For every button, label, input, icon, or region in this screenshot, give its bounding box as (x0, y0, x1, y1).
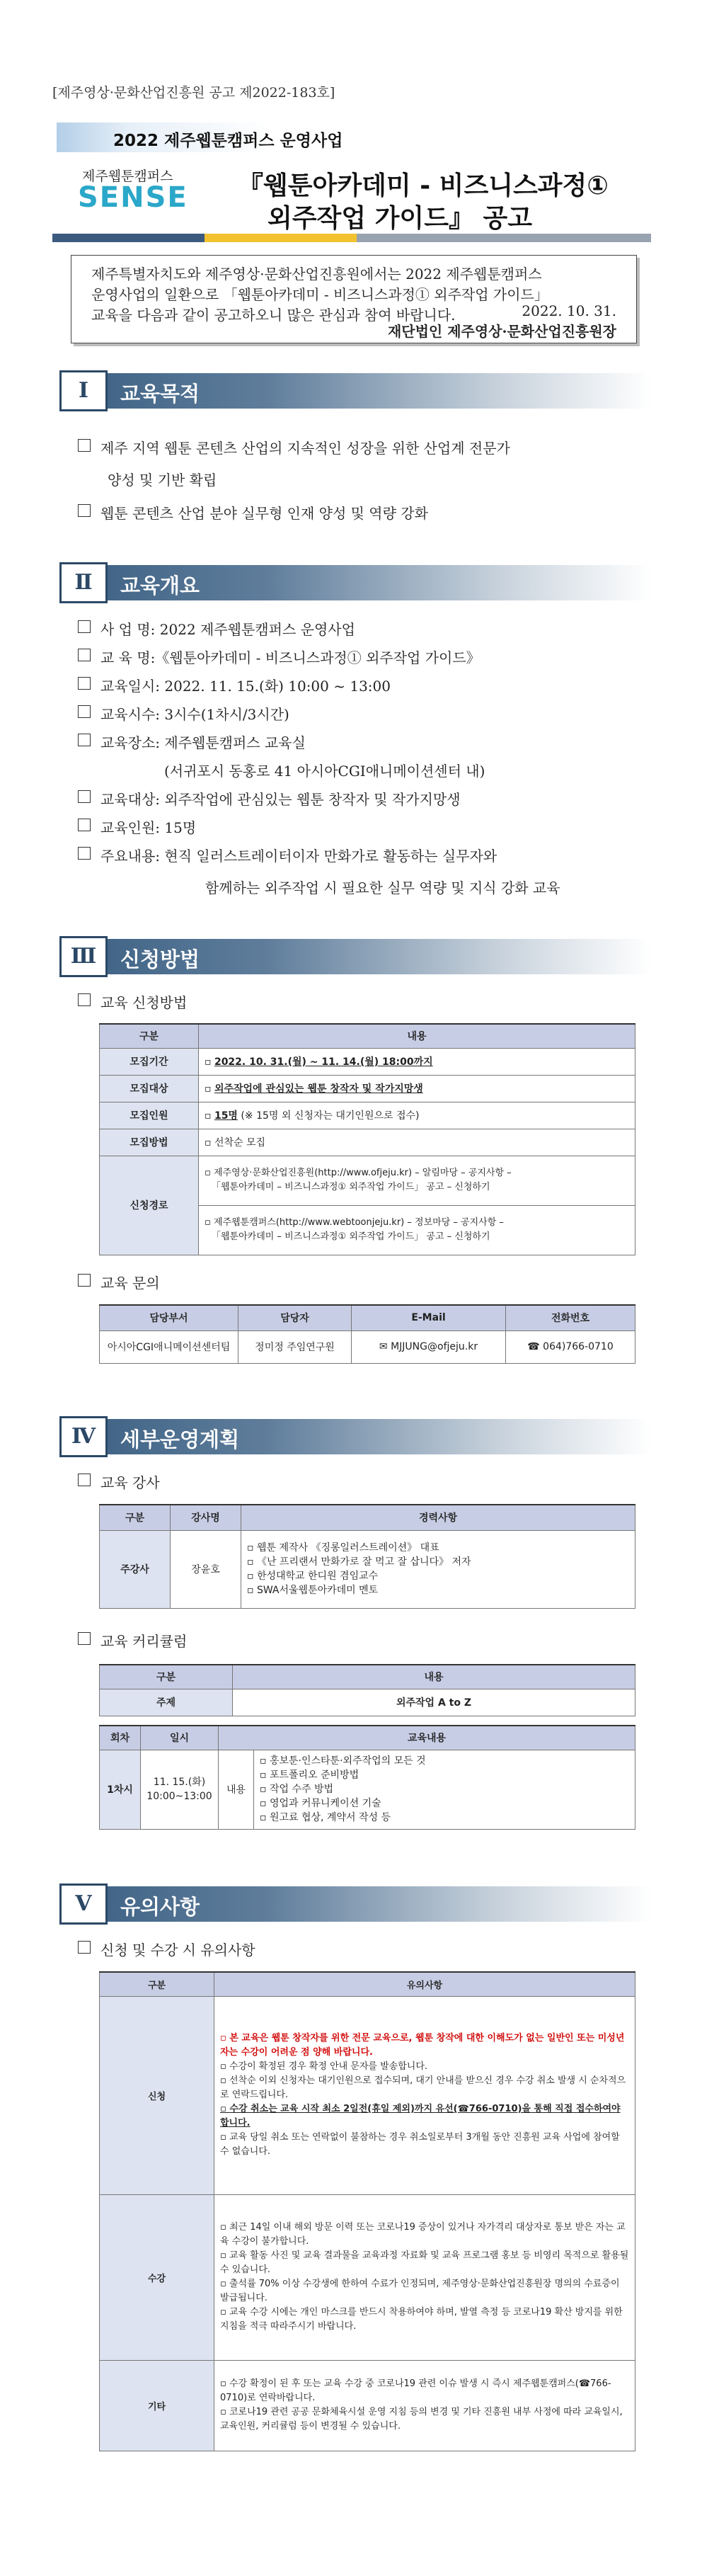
section-header-notes (59, 1883, 651, 1925)
checkbox-icon (78, 1474, 91, 1486)
checkbox-icon (78, 734, 91, 746)
checkbox-icon (78, 1632, 91, 1645)
logo-sense: SENSE (78, 181, 188, 214)
section-number: Ⅲ (59, 936, 108, 977)
inquiry-email[interactable]: MJJUNG@ofjeju.kr (391, 1341, 478, 1352)
checkbox-icon (78, 1274, 91, 1287)
route2-line2: 「웹툰아카데미 – 비즈니스과정① 외주작업 가이드」 공고 – 신청하기 (212, 1231, 490, 1242)
table-row: 수강 ▫ 최근 14일 이내 해외 방문 이력 또는 코로나19 증상이 있거나 자가격리 대상자로 통보 받은 자는 교육 수강이 불가합니다. ▫ 교육 활동 사진 및 교육 결과물을 교육과정 자료화 및 교육 프로그램 홍보 등 비영리 목적으로 활용될 수 있습니다. ▫ 출석률 70% 이상 수강생에 한하여 수료가 인정되며, 제주영상·문화산업진흥원장 명의의 수료증이 발급됩니다. ▫ 교육 수강 시에는 개인 마스크를 반드시 착용하여야 하며, 발열 측정 등 코로나19 확산 방지를 위한 지침을 적극 따라주시기 바랍니다. (100, 2194, 635, 2360)
route2-line1: ▫ 제주웹툰캠퍼스(http://www.webtoonjeju.kr) – 정보마당 – 공지사항 – (205, 1217, 504, 1228)
section-label: 유의사항 (120, 1895, 200, 1919)
section-header-plan (59, 1416, 651, 1457)
table-row: 모집방법 ▫ 선착순 모집 (100, 1129, 635, 1156)
intro-line1: 제주특별자치도와 제주영상·문화산업진흥원에서는 2022 제주웹툰캠퍼스 (91, 266, 542, 283)
checkbox-icon (78, 847, 91, 860)
page-title-line2: 외주작업 가이드』 공고 (267, 204, 533, 233)
checkbox-icon (78, 649, 91, 661)
col-gubun: 구분 (100, 1024, 199, 1048)
inquiry-phone: 064)766-0710 (543, 1341, 614, 1352)
notice-page: [제주영상·문화산업진흥원 공고 제2022-183호] 2022 제주웹툰캠퍼스 운영사업 제주웹툰캠퍼스 SENSE 『웹툰아카데미 - 비즈니스과정① 외주작업 가이드』 공고 제주특별자치도와 제주영상·문화산업진흥원에서는 2022 제주웹툰캠퍼스 운영사업의 일환으로 「웹툰아카데미 - 비즈니스과정① 외주작업 가이드」 교육을 다음과 같이 공고하오니 많은 관심과 참여 바랍니다. 2022. 10. 31. 재단법인 제주영상·문화산업진흥원장 Ⅰ 교육목적 제주 지역 웹툰 콘텐츠 산업의 지속적인 성장을 위한 산업계 전문가 양성 및 기반 확립 웹툰 콘텐츠 산업 분야 실무형 인재 양성 및 역량 강화 Ⅱ 교육개요 사 업 명: 2022 제주웹툰캠퍼스 운영사업 교 육 명:《웹툰아카데미 - 비즈니스과정① 외주작업 가이드》 교육일시: 2022. 11. 15.(화) 10:00 ~ 13:00 교육시수: 3시수(1차시/3시간) 교육장소: 제주웹툰캠퍼스 교육실 (서귀포시 동홍로 41 아시아CGI애니메이션센터 내) 교육대상: 외주작업에 관심있는 웹툰 창작자 및 작가지망생 교육인원: 15명 주요내용: 현직 일러스트레이터이자 만화가로 활동하는 실무자와 함께하는 외주작업 시 필요한 실무 역량 및 지식 강화 교육 Ⅲ 신청방법 교육 신청방법 구분 내용 모집기간 ▫ 2022. 10. 31.(월) ~ 11. 14.(월) 18:00까지 모집대상 ▫ 외주작업에 관심있는 웹툰 창작자 및 작가지망생 모집인원 ▫ 15명 (※ 15명 외 신청자는 대기인원으로 접수) 모집방법 ▫ 선착순 모집 신청경로 ▫ 제주영상·문화산업진흥원(http://www.ofjeju.kr) – 알림마당 – 공지사항 – 「웹툰아카데미 – 비즈니스과정① 외주작업 가이드」 공고 – 신청하기 ▫ 제주웹툰캠퍼스(http://www.webtoonjeju.kr) – 정보마당 – 공지사항 – 「웹툰아카데미 – 비즈니스과정① 외주작업 가이드」 공고 – 신청하기 교육 문의 담당부서 담당자 E-Mail 전화번호 아시아CGI애니메이션센터팀 정미정 주임연구원 ✉ MJJUNG@ofjeju.kr ☎ 064)766-0710 Ⅳ 세부운영계획 교육 강사 구분 강사명 경력사항 주강사 장윤호 ▫ 웹툰 제작사 《징롱일러스트레이션》 대표 ▫ 《난 프리랜서 만화가로 잘 먹고 잘 삽니다》 저자 ▫ 한성대학교 한디원 겸임교수 ▫ SWA서울웹툰아카데미 멘토 교육 커리큘럼 구분 내용 주제 외주작업 A to Z 회차 일시 교육내용 1차시 11. 15.(화) 10:00~13:00 내용 ▫ 홍보툰·인스타툰·외주작업의 모든 것 ▫ 포트폴리오 준비방법 ▫ 작업 수주 방법 ▫ 영업과 커뮤니케이션 기술 ▫ 원고료 협상, 계약서 작성 등 Ⅴ 유의사항 신청 및 수강 시 유의사항 구분 유의사항 신청 ▫ 본 교육은 웹툰 창작자를 위한 전문 교육으로, 웹툰 창작에 대한 이해도가 없는 일반인 또는 미성년자는 수강이 어려운 점 양해 바랍니다. ▫ 수강이 확정된 경우 확정 안내 문자를 발송합니다. ▫ 선착순 이외 신청자는 대기인원으로 접수되며, 대기 안내를 받으신 경우 수강 취소 발생 시 순차적으로 연락드립니다. ▫ 수강 취소는 교육 시작 최소 2일전(휴일 제외)까지 유선(☎766-0710)을 통해 직접 접수하여야 합니다. ▫ 교육 당일 취소 또는 연락없이 불참하는 경우 취소일로부터 3개월 동안 진흥원 교육 사업에 참여할 수 없습니다. 수강 ▫ 최근 14일 이내 해외 방문 이력 또는 코로나19 증상이 있거나 자가격리 대상자로 통보 받은 자는 교육 수강이 불가합니다. ▫ 교육 활동 사진 및 교육 결과물을 교육과정 자료화 및 교육 프로그램 홍보 등 비영리 목적으로 활용될 수 있습니다. ▫ 출석률 70% 이상 수강생에 한하여 수료가 인정되며, 제주영상·문화산업진흥원장 명의의 수료증이 발급됩니다. ▫ 교육 수강 시에는 개인 마스크를 반드시 착용하여야 하며, 발열 측정 등 코로나19 확산 방지를 위한 지침을 적극 따라주시기 바랍니다. 기타 ▫ 수강 확정이 된 후 또는 교육 수강 중 코로나19 관련 이슈 발생 시 즉시 제주웹툰캠퍼스(☎766-0710)로 연락바랍니다. ▫ 코로나19 관련 공공 문화체육시설 운영 지침 등의 변경 및 기타 진흥원 내부 사정에 따라 교육일시, 교육인원, 커리큘럼 등이 변경될 수 있습니다. (0, 0, 702, 2576)
intro-date: 2022. 10. 31. (522, 302, 616, 319)
purpose-item-1-cont: 양성 및 기반 확립 (108, 472, 217, 489)
checkbox-icon (78, 993, 91, 1006)
intro-org: 재단법인 제주영상·문화산업진흥원장 (387, 323, 616, 340)
section-label: 교육개요 (120, 574, 200, 598)
curriculum-theme-table: 구분 내용 주제 외주작업 A to Z (99, 1664, 635, 1716)
table-row: 주강사 장윤호 ▫ 웹툰 제작사 《징롱일러스트레이션》 대표 ▫ 《난 프리랜서 만화가로 잘 먹고 잘 삽니다》 저자 ▫ 한성대학교 한디원 겸임교수 ▫ SWA서울웹툰아카데미 멘토 (100, 1530, 635, 1608)
target-value: 외주작업에 관심있는 웹툰 창작자 및 작가지망생 (214, 1083, 423, 1095)
color-bar-navy (52, 234, 205, 242)
table-row: 모집인원 ▫ 15명 (※ 15명 외 신청자는 대기인원으로 접수) (100, 1102, 635, 1129)
num-value: 15명 (214, 1110, 238, 1122)
section-header-apply (59, 936, 651, 977)
reference-number: [제주영상·문화산업진흥원 공고 제2022-183호] (52, 85, 335, 101)
instructor-table: 구분 강사명 경력사항 주강사 장윤호 ▫ 웹툰 제작사 《징롱일러스트레이션》 대표 ▫ 《난 프리랜서 만화가로 잘 먹고 잘 삽니다》 저자 ▫ 한성대학교 한디원 겸임교수 ▫ SWA서울웹툰아카데미 멘토 (99, 1504, 635, 1609)
table-row: 모집기간 ▫ 2022. 10. 31.(월) ~ 11. 14.(월) 18:00까지 (100, 1048, 635, 1075)
table-row: 아시아CGI애니메이션센터팀 정미정 주임연구원 ✉ MJJUNG@ofjeju.kr ☎ 064)766-0710 (100, 1330, 635, 1363)
section-number: Ⅴ (59, 1883, 108, 1925)
section-number: Ⅱ (59, 562, 108, 603)
logo-korean: 제주웹툰캠퍼스 (82, 169, 173, 184)
table-row: 신청 ▫ 본 교육은 웹툰 창작자를 위한 전문 교육으로, 웹툰 창작에 대한 이해도가 없는 일반인 또는 미성년자는 수강이 어려운 점 양해 바랍니다. ▫ 수강이 확정된 경우 확정 안내 문자를 발송합니다. ▫ 선착순 이외 신청자는 대기인원으로 접수되며, 대기 안내를 받으신 경우 수강 취소 발생 시 순차적으로 연락드립니다. ▫ 수강 취소는 교육 시작 최소 2일전(휴일 제외)까지 유선(☎766-0710)을 통해 직접 접수하여야 합니다. ▫ 교육 당일 취소 또는 연락없이 불참하는 경우 취소일로부터 3개월 동안 진흥원 교육 사업에 참여할 수 없습니다. (100, 1996, 635, 2194)
checkbox-icon (78, 504, 91, 517)
intro-line3: 교육을 다음과 같이 공고하오니 많은 관심과 참여 바랍니다. (91, 307, 456, 324)
checkbox-icon (78, 790, 91, 803)
notes-table: 구분 유의사항 신청 ▫ 본 교육은 웹툰 창작자를 위한 전문 교육으로, 웹툰 창작에 대한 이해도가 없는 일반인 또는 미성년자는 수강이 어려운 점 양해 바랍니다. ▫ 수강이 확정된 경우 확정 안내 문자를 발송합니다. ▫ 선착순 이외 신청자는 대기인원으로 접수되며, 대기 안내를 받으신 경우 수강 취소 발생 시 순차적으로 연락드립니다. ▫ 수강 취소는 교육 시작 최소 2일전(휴일 제외)까지 유선(☎766-0710)을 통해 직접 접수하여야 합니다. ▫ 교육 당일 취소 또는 연락없이 불참하는 경우 취소일로부터 3개월 동안 진흥원 교육 사업에 참여할 수 없습니다. 수강 ▫ 최근 14일 이내 해외 방문 이력 또는 코로나19 증상이 있거나 자가격리 대상자로 통보 받은 자는 교육 수강이 불가합니다. ▫ 교육 활동 사진 및 교육 결과물을 교육과정 자료화 및 교육 프로그램 홍보 등 비영리 목적으로 활용될 수 있습니다. ▫ 출석률 70% 이상 수강생에 한하여 수료가 인정되며, 제주영상·문화산업진흥원장 명의의 수료증이 발급됩니다. ▫ 교육 수강 시에는 개인 마스크를 반드시 착용하여야 하며, 발열 측정 등 코로나19 확산 방지를 위한 지침을 적극 따라주시기 바랍니다. 기타 ▫ 수강 확정이 된 후 또는 교육 수강 중 코로나19 관련 이슈 발생 시 즉시 제주웹툰캠퍼스(☎766-0710)로 연락바랍니다. ▫ 코로나19 관련 공공 문화체육시설 운영 지침 등의 변경 및 기타 진흥원 내부 사정에 따라 교육일시, 교육인원, 커리큘럼 등이 변경될 수 있습니다. (99, 1971, 635, 2451)
period-value: 2022. 10. 31.(월) ~ 11. 14.(월) 18:00까지 (214, 1056, 433, 1068)
route1-line1: ▫ 제주영상·문화산업진흥원(http://www.ofjeju.kr) – 알림마당 – 공지사항 – (205, 1168, 512, 1178)
checkbox-icon (78, 439, 91, 452)
checkbox-icon (78, 620, 91, 633)
section-label: 신청방법 (120, 947, 200, 971)
mail-icon: ✉ (379, 1341, 388, 1352)
overview-content-cont: 함께하는 외주작업 시 필요한 실무 역량 및 지식 강화 교육 (205, 879, 560, 896)
table-row: 기타 ▫ 수강 확정이 된 후 또는 교육 수강 중 코로나19 관련 이슈 발생 시 즉시 제주웹툰캠퍼스(☎766-0710)로 연락바랍니다. ▫ 코로나19 관련 공공 문화체육시설 운영 지침 등의 변경 및 기타 진흥원 내부 사정에 따라 교육일시, 교육인원, 커리큘럼 등이 변경될 수 있습니다. (100, 2360, 635, 2451)
section-header-overview (59, 562, 651, 603)
table-row: 신청경로 ▫ 제주영상·문화산업진흥원(http://www.ofjeju.kr) – 알림마당 – 공지사항 – 「웹툰아카데미 – 비즈니스과정① 외주작업 가이드」 공고 – 신청하기 (100, 1156, 635, 1205)
apply-table (99, 1023, 635, 1255)
page-title-line1: 『웹툰아카데미 - 비즈니스과정① (238, 171, 609, 200)
section-label: 세부운영계획 (120, 1427, 240, 1452)
phone-icon: ☎ (527, 1341, 540, 1352)
checkbox-icon (78, 819, 91, 831)
table-row: 주제 외주작업 A to Z (100, 1689, 635, 1716)
section-label: 교육목적 (120, 382, 200, 406)
color-bar-yellow (205, 234, 357, 242)
route1-line2: 「웹툰아카데미 – 비즈니스과정① 외주작업 가이드」 공고 – 신청하기 (212, 1182, 490, 1192)
inquiry-table: 담당부서 담당자 E-Mail 전화번호 아시아CGI애니메이션센터팀 정미정 주임연구원 ✉ MJJUNG@ofjeju.kr ☎ 064)766-0710 (99, 1304, 635, 1364)
method-value: 선착순 모집 (214, 1137, 266, 1149)
banner-title: 2022 제주웹툰캠퍼스 운영사업 (113, 132, 343, 150)
color-bar-gray (357, 234, 651, 242)
table-row: 1차시 11. 15.(화) 10:00~13:00 내용 ▫ 홍보툰·인스타툰·외주작업의 모든 것 ▫ 포트폴리오 준비방법 ▫ 작업 수주 방법 ▫ 영업과 커뮤니케이션 기술 ▫ 원고료 협상, 계약서 작성 등 (100, 1750, 635, 1829)
checkbox-icon (78, 677, 91, 690)
table-row: 모집대상 ▫ 외주작업에 관심있는 웹툰 창작자 및 작가지망생 (100, 1075, 635, 1102)
col-content: 내용 (199, 1024, 635, 1048)
num-note: (※ 15명 외 신청자는 대기인원으로 접수) (241, 1110, 420, 1122)
checkbox-icon (78, 705, 91, 718)
curriculum-table: 회차 일시 교육내용 1차시 11. 15.(화) 10:00~13:00 내용 ▫ 홍보툰·인스타툰·외주작업의 모든 것 ▫ 포트폴리오 준비방법 ▫ 작업 수주 방법 ▫ 영업과 커뮤니케이션 기술 ▫ 원고료 협상, 계약서 작성 등 (99, 1725, 635, 1830)
section-number: Ⅰ (59, 370, 108, 411)
checkbox-icon (78, 1941, 91, 1954)
overview-place-detail: (서귀포시 동홍로 41 아시아CGI애니메이션센터 내) (164, 763, 485, 780)
intro-line2: 운영사업의 일환으로 「웹툰아카데미 - 비즈니스과정① 외주작업 가이드」 (91, 286, 548, 303)
intro-box (71, 255, 637, 343)
section-header-purpose (59, 370, 651, 411)
section-number: Ⅳ (59, 1416, 108, 1457)
